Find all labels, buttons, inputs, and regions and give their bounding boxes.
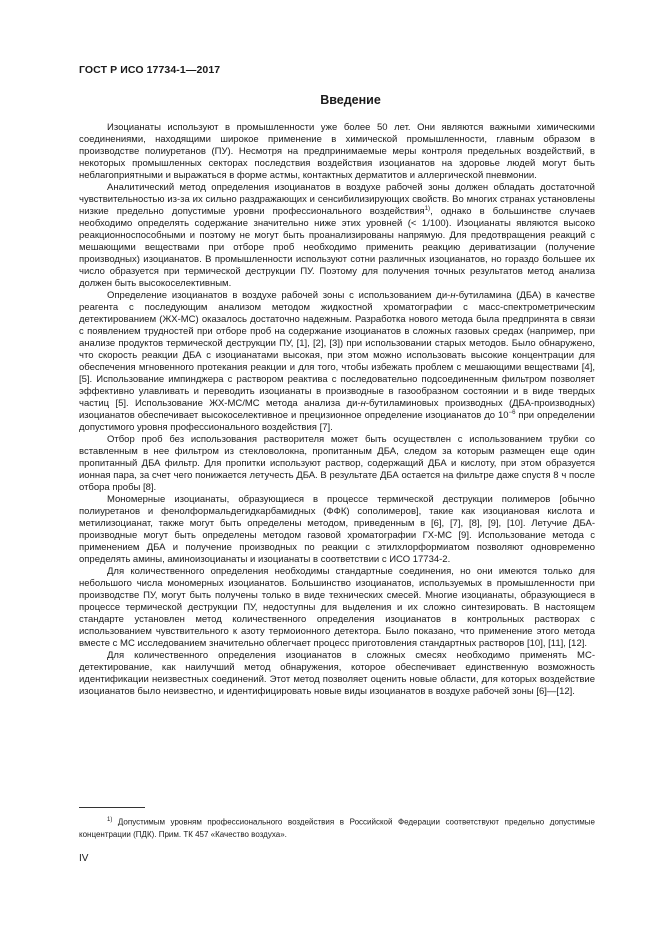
italic-n-2: н [360,398,366,409]
paragraph-3-part-a: Определение изоцианатов в воздухе рабочей зоны с использованием ди- [107,290,451,301]
paragraph-3 [79,290,595,434]
footnote-ref[interactable]: 1) [424,205,431,212]
paragraph-1: Изоцианаты используют в промышленности уже более 50 лет. Они являются важными химическими соединениями, находящими широкое применение в химической промышленности, главным образом в производстве полиуретанов (ПУ). Несмотря на предпринимаемые меры контроля предельных воздействий, в некоторых промышленных секторах последствия воздействия изоцианатов на здоровье людей могут быть неблагоприятными и выражаться в форме астмы, контактных дерматитов и аллергической пневмонии. [79,122,595,181]
footnote [79,814,595,842]
paragraph-5: Мономерные изоцианаты, образующиеся в процессе термической деструкции полимеров [обычно полиуретанов и фенолформальдегидкарбамидных (ФФК) сополимеров], такие как изоциановая кислота и метилизоцианат, также могут быть определены методом, приведенным в [6], [7], [8], [9], [10]. Летучие ДБА-производные могут быть определены методом газовой хроматографии ГХ-МС [9]. Использование метода с применением ДБА и получение производных по реакции с этилхлорформиатом позволяют одновременно определять амины, аминоизоцианаты и изоцианаты в соответствии с ИСО 17734-2. [79,494,595,565]
paragraph-3-part-d: при определении допустимого уровня профессионального воздействия [7]. [79,410,595,433]
standard-header: ГОСТ Р ИСО 17734-1—2017 [79,64,221,76]
body-text [79,122,595,698]
paragraph-2-part-a: Аналитический метод определения изоцианатов в воздухе рабочей зоны должен обладать достаточной чувствительностью из-за их сильно раздражающих и сенсибилизирующих свойств. Во многих странах установлены низкие предельно допустимые уровни профессионального воздействия [79,182,595,217]
paragraph-3-part-c: -бутиламиновых производных (ДБА-производных) изоцианатов обеспечивает высокоселективное и прецизионное определение изоцианатов до 10 [79,398,595,421]
section-title: Введение [320,93,381,107]
paragraph-6: Для количественного определения необходимы стандартные соединения, но они имеются только для небольшого числа мономерных изоцианатов. Большинство изоцианатов, используемых в промышленности при производстве ПУ, могут быть получены только в виде технических смесей. Многие изоцианаты, образующиеся в процессе термической деструкции ПУ, недоступны для выделения и их сложно синтезировать. В настоящем стандарте установлен метод количественного определения изоцианатов в контрольных растворах с использованием чувствительного к азоту термоионного детектора. Было показано, что применение этого метода вместе с МС исследованием значительно облегчает процесс приготовления стандартных растворов [10], [11], [12]. [79,566,595,649]
italic-n: н [450,290,456,301]
exponent: −6 [508,409,516,416]
paragraph-3-part-b: -бутиламина (ДБА) в качестве реагента с последующим анализом методом жидкостной хроматографии с масс-спектрометрическим детектированием (ЖХ-МС) оказалось достаточно надежным. Разработка нового метода была предпринята в связи с появлением трудностей при отборе проб на содержание изоцианатов в сложных газовых средах (например, при анализе продуктов термической деструкции ПУ, [1], [2], [3]) при использовании старых методов. Было обнаружено, что скорость реакции ДБА с изоцианатами высокая, при этом можно использовать высокие концентрации для обеспечения мгновенного протекания реакции и для того, чтобы избежать проблем с мешающими веществами [4], [5]. Использование импинджера с раствором реактива с последовательно подсоединенным фильтром позволяет эффективно улавливать и переводить изоцианаты в производные в газообразном состоянии и в виде твердых частиц [5]. Использование ЖХ-МС/МС метода анализа ди- [79,290,595,409]
paragraph-4: Отбор проб без использования растворителя может быть осуществлен с использованием трубки со вставленным в нее фильтром из стекловолокна, пропитанным ДБА, следом за которым размещен еще один пропитанный ДБА фильтр. Для пропитки используют раствор, содержащий ДБА и кислоту, при этом образуется ионная пара, за счет чего понижается летучесть ДБА. В результате ДБА остается на фильтре даже спустя 8 ч после отбора пробы [8]. [79,434,595,493]
footnote-marker: 1) [107,817,113,823]
paragraph-2-part-b: , однако в большинстве случаев необходимо определять содержание значительно ниже этих уровней (< 1/100). Изоцианаты являются высоко реакционноспособными и поэтому не могут быть проанализированы напрямую. Для предотвращения реакций с мешающими веществами при отборе проб необходимо применить реакцию дериватизации (получение производных) изоцианатов. В промышленности используют сотни различных изоцианатов, но гораздо большее их число образуется при термической деструкции ПУ. Поэтому для получения точных результатов метод анализа должен быть высокоселективным. [79,206,595,289]
paragraph-7: Для количественного определения изоцианатов в сложных смесях необходимо применять МС-детектирование, как наилучший метод обнаружения, которое обеспечивает единственную возможность идентификации неизвестных соединений. Этот метод позволяет оценить новые области, для которых воздействие изоцианатов было неизвестно, и идентифицировать новые виды изоцианатов в воздухе рабочей зоны [6]—[12]. [79,650,595,697]
paragraph-2 [79,182,595,290]
page-number: IV [79,853,89,864]
footnote-divider [79,807,145,808]
footnote-text: Допустимым уровням профессионального воздействия в Российской Федерации соответствуют предельно допустимые концентрации (ПДК). Прим. ТК 457 «Качество воздуха». [79,817,595,840]
